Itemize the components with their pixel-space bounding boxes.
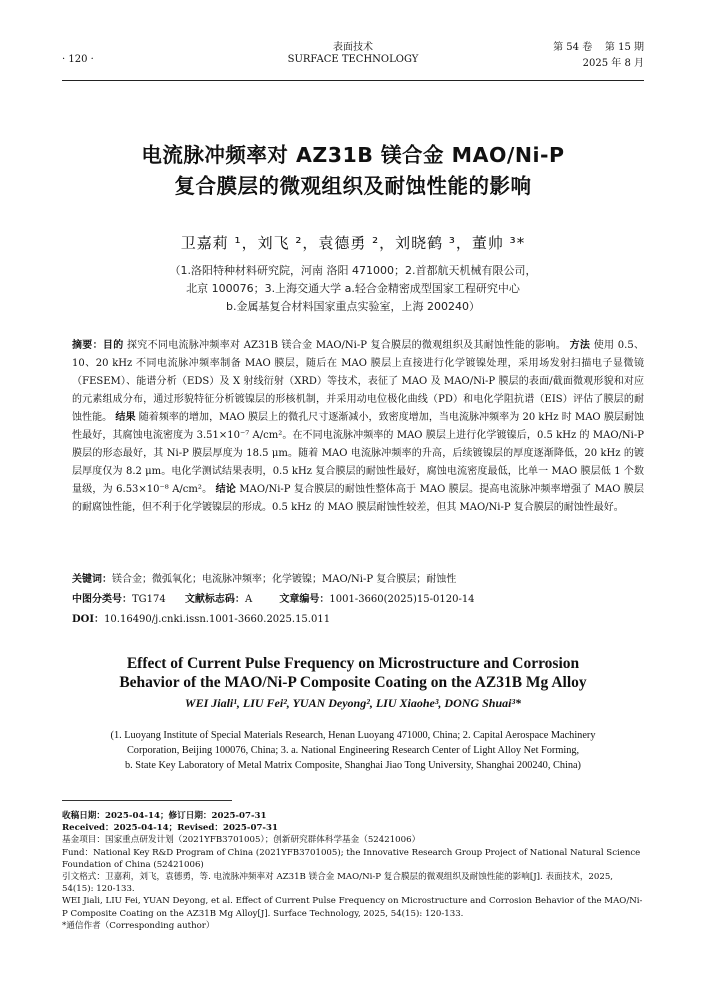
title-en [40,654,666,692]
received-cn: 收稿日期：2025-04-14；修订日期：2025-07-31 [62,811,267,821]
affil-cn-line2: 北京 100076；3.上海交通大学 a.轻合金精密成型国家工程研究中心 [186,282,520,295]
classification [72,590,644,605]
authors-en: WEI Jiali¹, LIU Fei², YUAN Deyong², LIU Xiaohe³, DONG Shuai³* [184,696,522,710]
title-en-line1: Effect of Current Pulse Frequency on Microstructure and Corrosion [126,655,580,672]
journal-name-en: SURFACE TECHNOLOGY [287,54,419,65]
clc-label: 中图分类号： [72,594,132,605]
doc-code-value: A [244,594,253,605]
result-label: 结果 [115,412,136,423]
method-text: 使用 0.5、10、20 kHz 不同电流脉冲频率制备 MAO 膜层，随后在 MAO 膜层上直接进行化学镀镍处理，采用场发射扫描电子显微镜（FESEM）、能谱分析（EDS）及 X 射线衍射（XRD）等技术，表征了 MAO 及 MAO/Ni-P 膜层的表面/截面微观形貌和对应的元素组成分布，通过形貌特征分析镀镍层的形核机制，并采用动电位极化曲线（PD）和电化学阻抗谱（EIS）评估了膜层的耐蚀性能。 [72,340,645,423]
title-en-line2: Behavior of the MAO/Ni-P Composite Coating on the AZ31B Mg Alloy [119,674,587,691]
affil-en-line3: b. State Key Laboratory of Metal Matrix Composite, Shanghai Jiao Tong University, Shanghai 200240, China) [125,760,581,771]
keywords [72,570,644,585]
corresponding-author: *通信作者（Corresponding author） [62,920,215,931]
title-cn-line1: 电流脉冲频率对 AZ31B 镁合金 MAO/Ni-P [141,143,565,167]
affiliations-en [80,728,626,773]
result-text: 随着频率的增加，MAO 膜层上的微孔尺寸逐渐减小，致密度增加，当电流脉冲频率为 20 kHz 时 MAO 膜层耐蚀性最好，其腐蚀电流密度为 3.51×10⁻⁷ A/cm²。在不同电流脉冲频率的 MAO 膜层上进行化学镀镍后，0.5 kHz 的 MAO/Ni-P 膜层的形态最好，其 Ni-P 膜层厚度为 18.5 μm。随着 MAO 电流脉冲频率的升高，后续镀镍层的厚度逐渐降低，20 kHz 的镀层厚度仅为 8.2 μm。电化学测试结果表明，0.5 kHz 复合膜层的耐蚀性最好，腐蚀电流密度最低，比单一 MAO 膜层低 1 个数量级，为 6.53×10⁻⁸ A/cm²。 [72,412,644,495]
affil-en-line2: Corporation, Beijing 100076, China; 3. a. National Engineering Research Center of Light Alloy Net Forming, [126,745,580,756]
clc-value: TG174 [132,594,166,605]
citation-en: WEI Jiali, LIU Fei, YUAN Deyong, et al. Effect of Current Pulse Frequency on Microstructure and Corrosion Behavior of the MAO/Ni-P Composite Coating on the AZ31B Mg Alloy[J]. Surface Technology, 2025, 54(15): 120-133. [62,896,643,919]
page-number: · 120 · [62,54,94,65]
title-cn [40,140,666,202]
abstract-label: 摘要： [72,340,103,351]
fund-cn: 基金项目：国家重点研发计划（2021YFB3701005）；创新研究群体科学基金（52421006） [62,835,421,846]
journal-name-cn: 表面技术 [333,42,373,53]
volume-issue: 第 54 卷 第 15 期 [553,42,644,53]
header-rule [62,80,644,81]
affil-en-line1: (1. Luoyang Institute of Special Materials Research, Henan Luoyang 471000, China; 2. Capital Aerospace Machinery [110,730,596,741]
affiliations-cn [100,262,606,316]
footnote-rule [62,800,232,801]
issue-date: 2025 年 8 月 [582,58,644,69]
title-cn-line2: 复合膜层的微观组织及耐蚀性能的影响 [174,174,532,198]
abstract-cn [72,337,644,517]
doi-value: 10.16490/j.cnki.issn.1001-3660.2025.15.011 [104,614,331,625]
authors-cn: 卫嘉莉 ¹，刘飞 ²，袁德勇 ²，刘晓鹤 ³，董帅 ³* [180,234,526,252]
citation-cn: 引文格式：卫嘉莉，刘飞，袁德勇，等. 电流脉冲频率对 AZ31B 镁合金 MAO/Ni-P 复合膜层的微观组织及耐蚀性能的影响[J]. 表面技术，2025, 54(15): 120-133. [62,872,614,895]
received-en: Received：2025-04-14；Revised：2025-07-31 [62,823,278,834]
purpose-label: 目的 [102,340,124,351]
keywords-label: 关键词： [72,574,112,585]
conclusion-label: 结论 [215,484,237,495]
fund-en: Fund：National Key R&D Program of China (2021YFB3701005); the Innovative Research Group Project of National Natural Science Foundation of China (52421006) [62,847,641,870]
article-no-label: 文章编号： [279,594,330,605]
doi-label: DOI： [72,614,105,625]
doi [72,610,644,625]
footnotes [62,810,646,932]
running-header [62,38,644,78]
article-no-value: 1001-3660(2025)15-0120-14 [329,594,475,605]
conclusion-text: MAO/Ni-P 复合膜层的耐蚀性整体高于 MAO 膜层。提高电流脉冲频率增强了 MAO 膜层的耐腐蚀性能，但不利于化学镀镍层的形成。0.5 kHz 的 MAO 膜层耐蚀性较差，但其 MAO/Ni-P 复合膜层的耐蚀性最好。 [72,484,644,513]
doc-code-label: 文献标志码： [184,594,245,605]
affil-cn-line1: （1.洛阳特种材料研究院，河南 洛阳 471000；2.首都航天机械有限公司， [169,264,537,277]
affil-cn-line3: b.金属基复合材料国家重点实验室，上海 200240） [226,300,480,313]
keywords-value: 镁合金；微弧氧化；电流脉冲频率；化学镀镍；MAO/Ni-P 复合膜层；耐蚀性 [112,574,457,585]
method-label: 方法 [569,340,591,351]
purpose-text: 探究不同电流脉冲频率对 AZ31B 镁合金 MAO/Ni-P 复合膜层的微观组织及其耐蚀性能的影响。 [127,340,567,351]
